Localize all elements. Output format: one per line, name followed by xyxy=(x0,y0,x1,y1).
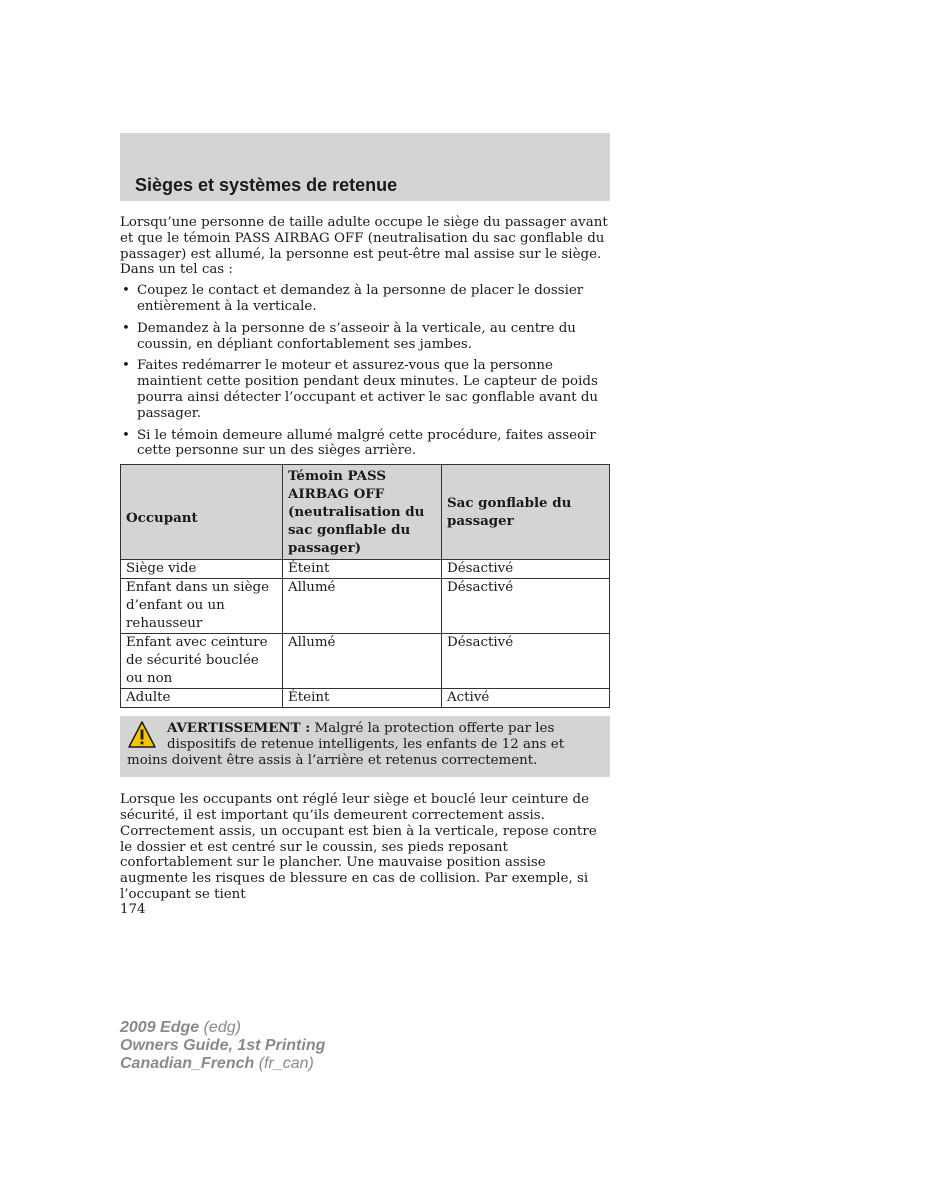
table-cell: Éteint xyxy=(283,689,442,708)
footer-line: Canadian_French (fr_can) xyxy=(120,1055,314,1072)
table-cell: Adulte xyxy=(121,689,283,708)
table-cell: Siège vide xyxy=(121,560,283,579)
bullet-icon: • xyxy=(122,358,130,374)
table-cell: Activé xyxy=(442,689,610,708)
bullet-icon: • xyxy=(122,427,130,443)
intro-paragraph: Lorsqu’une personne de taille adulte occupe le siège du passager avant et que le témoin PASS AIRBAG OFF (neutralisation du sac gonflable du passager) est allumé, la personne est peut-être mal assise sur le siège. Dans un tel cas : xyxy=(120,215,608,278)
instruction-list xyxy=(120,283,610,459)
table-header-row xyxy=(121,465,610,560)
table-cell: Désactivé xyxy=(442,560,610,579)
table-cell: Enfant dans un siège d’enfant ou un rehausseur xyxy=(121,579,283,634)
warning-label: AVERTISSEMENT : xyxy=(167,720,311,737)
table-cell: Allumé xyxy=(283,579,442,634)
list-item: • Coupez le contact et demandez à la personne de placer le dossier entièrement à la verticale. xyxy=(122,283,584,314)
table-cell: Allumé xyxy=(283,634,442,689)
table-row xyxy=(121,689,610,708)
table-cell: Éteint xyxy=(283,560,442,579)
table-cell: Enfant avec ceinture de sécurité bouclée ou non xyxy=(121,634,283,689)
print-footer xyxy=(120,1019,325,1073)
warning-box xyxy=(120,716,610,777)
page-content xyxy=(120,215,610,903)
occupant-table xyxy=(120,464,610,708)
table-row xyxy=(121,579,610,634)
section-title: Sièges et systèmes de retenue xyxy=(135,175,398,195)
bullet-icon: • xyxy=(122,283,130,299)
bullet-icon: • xyxy=(122,320,130,336)
table-row xyxy=(121,634,610,689)
table-header-cell: Témoin PASS AIRBAG OFF (neutralisation du sac gonflable du passager) xyxy=(283,465,442,560)
table-header-cell: Occupant xyxy=(121,465,283,560)
warning-triangle-icon xyxy=(127,720,157,750)
body-paragraph: Lorsque les occupants ont réglé leur siège et bouclé leur ceinture de sécurité, il est important qu’ils demeurent correctement assis. Correctement assis, un occupant est bien à la verticale, repose contre le dossier et est centré sur le coussin, ses pieds reposant confortablement sur le plancher. Une mauvaise position assise augmente les risques de blessure en cas de collision. Par exemple, si l’occupant se tient xyxy=(120,792,597,902)
table-cell: Désactivé xyxy=(442,634,610,689)
table-cell: Désactivé xyxy=(442,579,610,634)
section-header-band xyxy=(120,133,610,201)
footer-line: Owners Guide, 1st Printing xyxy=(120,1037,326,1054)
table-header-cell: Sac gonflable du passager xyxy=(442,465,610,560)
list-item: • Faites redémarrer le moteur et assurez-vous que la personne maintient cette position pendant deux minutes. Le capteur de poids pourra ainsi détecter l’occupant et activer le sac gonflable avant du passager. xyxy=(122,358,599,421)
table-row xyxy=(121,560,610,579)
page-number: 174 xyxy=(120,902,146,917)
footer-line: 2009 Edge (edg) xyxy=(120,1019,241,1036)
warning-text: Malgré la protection offerte par les dispositifs de retenue intelligents, les enfants de 12 ans et moins doivent être assis à l’arrière et retenus correctement. xyxy=(127,721,565,769)
list-item: • Si le témoin demeure allumé malgré cette procédure, faites asseoir cette personne sur un des sièges arrière. xyxy=(122,427,596,459)
list-item: • Demandez à la personne de s’asseoir à la verticale, au centre du coussin, en dépliant confortablement ses jambes. xyxy=(122,320,576,352)
